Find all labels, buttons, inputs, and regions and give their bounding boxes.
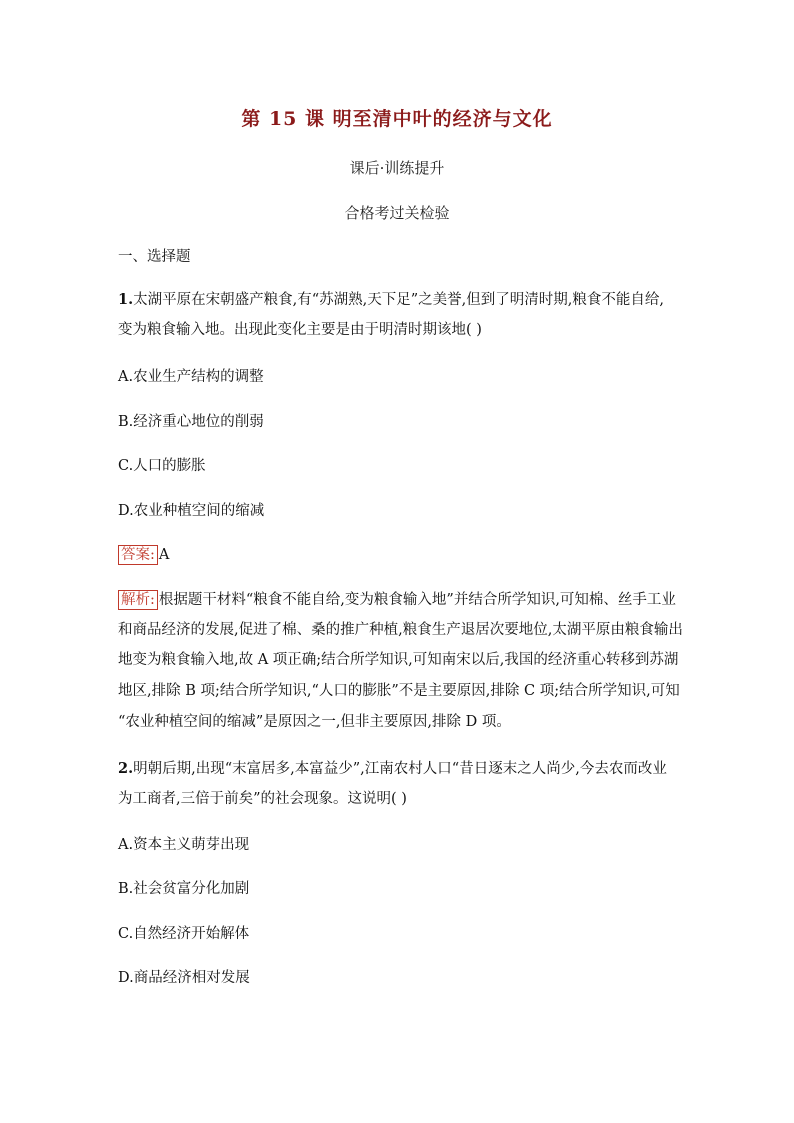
q2-option-c: C.自然经济开始解体	[118, 926, 250, 942]
q1-analysis-line-1	[118, 590, 688, 610]
q2-stem-line-2: 为工商者,三倍于前矣”的社会现象。这说明( )	[118, 791, 407, 807]
lesson-title: 第 15 课 明至清中叶的经济与文化	[241, 108, 553, 130]
q1-stem-line-2: 变为粮食输入地。出现此变化主要是由于明清时期该地( )	[118, 322, 482, 338]
q1-option-b: B.经济重心地位的削弱	[118, 414, 264, 430]
q1-number: 1.	[118, 291, 134, 308]
q1-stem-text-1: 太湖平原在宋朝盛产粮食,有“苏湖熟,天下足”之美誉,但到了明清时期,粮食不能自给,	[133, 292, 665, 308]
q1-answer	[118, 545, 688, 565]
q1-analysis-line-4: 地区,排除 B 项;结合所学知识,“人口的膨胀”不是主要原因,排除 C 项;结合所学知识,可知	[118, 683, 680, 699]
analysis-tag: 解析:	[118, 590, 158, 610]
answer-tag: 答案:	[118, 545, 158, 565]
level-subtitle: 合格考过关检验	[344, 204, 450, 222]
q1-option-d: D.农业种植空间的缩减	[118, 503, 265, 519]
q2-option-a: A.资本主义萌芽出现	[118, 837, 250, 853]
q1-option-a: A.农业生产结构的调整	[118, 369, 264, 385]
analysis-text-1: 根据题干材料“粮食不能自给,变为粮食输入地”并结合所学知识,可知棉、丝手工业	[158, 592, 676, 608]
q1-option-c: C.人口的膨胀	[118, 458, 206, 474]
answer-value: A	[158, 547, 170, 563]
exercise-subtitle: 课后·训练提升	[349, 159, 445, 177]
q2-stem-text-1: 明朝后期,出现“末富居多,本富益少”,江南农村人口“昔日逐末之人尚少,今去农而改业	[133, 761, 667, 777]
q1-stem-line-1	[118, 290, 688, 310]
q1-analysis-line-5: “农业种植空间的缩减”是原因之一,但非主要原因,排除 D 项。	[118, 714, 511, 730]
q2-number: 2.	[118, 760, 134, 777]
q1-analysis-line-3: 地变为粮食输入地,故 A 项正确;结合所学知识,可知南宋以后,我国的经济重心转移到苏湖	[118, 652, 679, 668]
q2-option-b: B.社会贫富分化加剧	[118, 881, 250, 897]
q1-analysis-line-2: 和商品经济的发展,促进了棉、桑的推广种植,粮食生产退居次要地位,太湖平原由粮食输出	[118, 622, 683, 638]
q2-option-d: D.商品经济相对发展	[118, 970, 250, 986]
section-heading: 一、选择题	[118, 249, 191, 265]
q2-stem-line-1	[118, 759, 688, 779]
